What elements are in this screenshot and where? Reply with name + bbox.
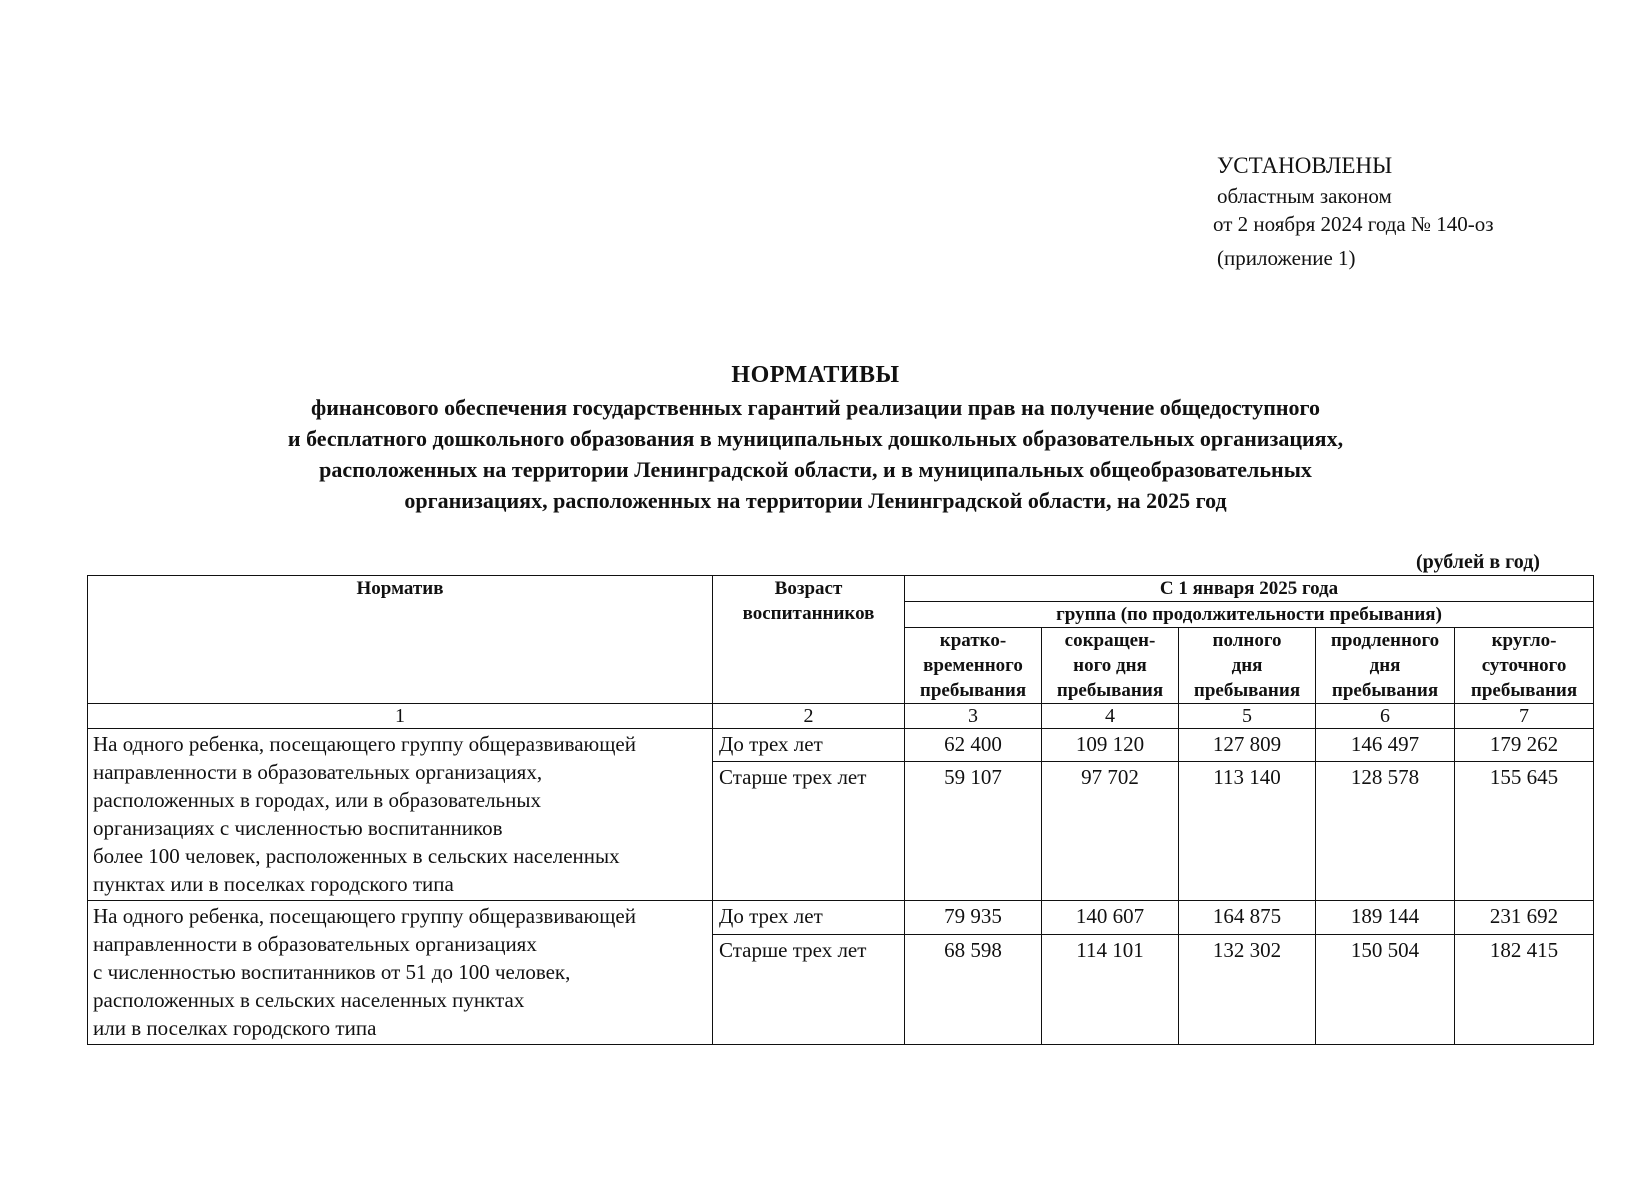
column-numbers-row — [88, 704, 1594, 729]
description-line: На одного ребенка, посещающего группу общеразвивающей — [93, 904, 636, 928]
column-number: 5 — [1179, 704, 1316, 729]
header-group-extended — [1316, 628, 1455, 704]
title-line: финансового обеспечения государственных гарантий реализации прав на получение общедоступного — [311, 395, 1320, 420]
approval-stamp — [1213, 150, 1617, 272]
description-line: На одного ребенка, посещающего группу общеразвивающей — [93, 732, 636, 756]
approval-line: областным законом — [1217, 184, 1392, 208]
value-cell: 164 875 — [1179, 901, 1316, 935]
header-period: С 1 января 2025 года — [905, 576, 1594, 602]
approval-line: от 2 ноября 2024 года № 140-оз — [1213, 212, 1494, 236]
value-cell: 62 400 — [905, 729, 1042, 762]
header-age-line: Возраст — [774, 578, 843, 599]
description-line: более 100 человек, расположенных в сельских населенных — [93, 844, 620, 868]
column-number: 1 — [88, 704, 713, 729]
column-number: 6 — [1316, 704, 1455, 729]
value-cell: 155 645 — [1455, 762, 1594, 901]
header-line: дня — [1231, 655, 1263, 676]
unit-note: (рублей в год) — [1416, 551, 1540, 573]
value-cell: 79 935 — [905, 901, 1042, 935]
value-cell: 97 702 — [1042, 762, 1179, 901]
header-group-24h — [1455, 628, 1594, 704]
value-cell: 132 302 — [1179, 935, 1316, 1045]
value-cell: 179 262 — [1455, 729, 1594, 762]
header-group-reduced — [1042, 628, 1179, 704]
value-cell: 150 504 — [1316, 935, 1455, 1045]
description-line: расположенных в городах, или в образовательных — [93, 788, 541, 812]
description-line: или в поселках городского типа — [93, 1016, 377, 1040]
table-row — [88, 729, 1594, 762]
value-cell: 128 578 — [1316, 762, 1455, 901]
header-line: продленного — [1330, 630, 1440, 651]
header-line: пребывания — [919, 680, 1027, 701]
header-norm — [88, 576, 713, 704]
value-cell: 113 140 — [1179, 762, 1316, 901]
column-number: 3 — [905, 704, 1042, 729]
value-cell: 182 415 — [1455, 935, 1594, 1045]
header-line: полного — [1212, 630, 1282, 651]
description-line: направленности в образовательных организациях — [93, 932, 537, 956]
header-group-full — [1179, 628, 1316, 704]
value-cell: 114 101 — [1042, 935, 1179, 1045]
header-line: временного — [923, 655, 1023, 676]
header-line: кратко- — [939, 630, 1007, 651]
value-cell: 231 692 — [1455, 901, 1594, 935]
column-number: 7 — [1455, 704, 1594, 729]
age-cell: До трех лет — [713, 901, 905, 935]
title-line: организациях, расположенных на территории Ленинградской области, на 2025 год — [404, 488, 1227, 513]
norm-description — [88, 901, 713, 1045]
description-line: направленности в образовательных организациях, — [93, 760, 543, 784]
value-cell: 68 598 — [905, 935, 1042, 1045]
header-line: ного дня — [1073, 655, 1147, 676]
value-cell: 109 120 — [1042, 729, 1179, 762]
header-line: кругло- — [1491, 630, 1557, 651]
value-cell: 189 144 — [1316, 901, 1455, 935]
table-row — [88, 901, 1594, 935]
header-line: пребывания — [1470, 680, 1578, 701]
header-line: пребывания — [1331, 680, 1439, 701]
age-cell: Старше трех лет — [713, 762, 905, 901]
column-number: 2 — [713, 704, 905, 729]
norms-table — [87, 575, 1594, 1045]
header-line: суточного — [1481, 655, 1567, 676]
document-title — [0, 360, 1631, 516]
header-age-line: воспитанников — [742, 603, 875, 624]
title-main: НОРМАТИВЫ — [731, 362, 900, 388]
description-line: организациях с численностью воспитанников — [93, 816, 503, 840]
value-cell: 146 497 — [1316, 729, 1455, 762]
header-group: группа (по продолжительности пребывания) — [905, 602, 1594, 628]
value-cell: 127 809 — [1179, 729, 1316, 762]
norm-description — [88, 729, 713, 901]
value-cell: 140 607 — [1042, 901, 1179, 935]
age-cell: До трех лет — [713, 729, 905, 762]
title-line: расположенных на территории Ленинградской области, и в муниципальных общеобразовательных — [319, 457, 1312, 482]
approval-heading: УСТАНОВЛЕНЫ — [1217, 153, 1393, 178]
approval-line: (приложение 1) — [1217, 246, 1356, 270]
title-line: и бесплатного дошкольного образования в муниципальных дошкольных образовательных организациях, — [287, 426, 1344, 451]
header-norm-label: Норматив — [356, 578, 444, 599]
description-line: с численностью воспитанников от 51 до 100 человек, — [93, 960, 571, 984]
age-cell: Старше трех лет — [713, 935, 905, 1045]
description-line: расположенных в сельских населенных пунктах — [93, 988, 525, 1012]
header-age — [713, 576, 905, 704]
header-line: пребывания — [1193, 680, 1301, 701]
header-line: дня — [1369, 655, 1401, 676]
value-cell: 59 107 — [905, 762, 1042, 901]
column-number: 4 — [1042, 704, 1179, 729]
description-line: пунктах или в поселках городского типа — [93, 872, 454, 896]
header-group-short — [905, 628, 1042, 704]
header-line: сокращен- — [1064, 630, 1156, 651]
header-line: пребывания — [1056, 680, 1164, 701]
